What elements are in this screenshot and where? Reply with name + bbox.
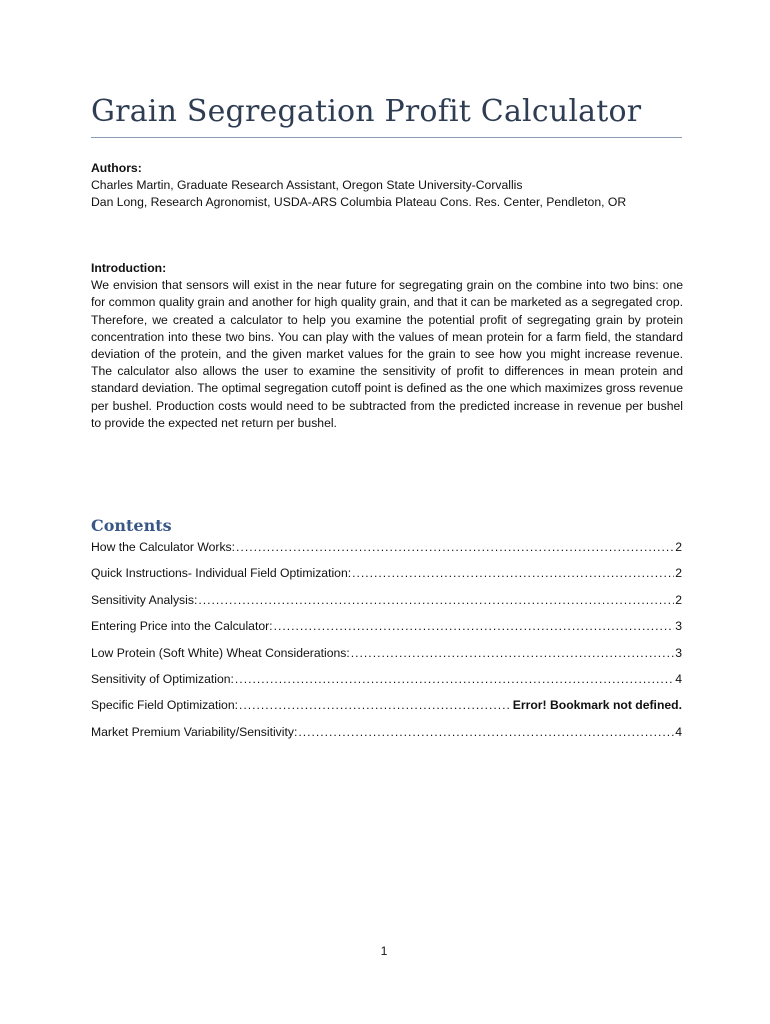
- toc-entry-page: 2: [675, 592, 682, 607]
- introduction-label: Introduction:: [91, 261, 167, 275]
- page-number: 1: [380, 944, 388, 958]
- toc-leader-dots: [351, 646, 674, 660]
- toc-entry-entering-price[interactable]: [91, 619, 682, 636]
- toc-entry-title: Low Protein (Soft White) Wheat Considerations:: [91, 645, 350, 660]
- toc-entry-page-error: Error! Bookmark not defined.: [512, 698, 682, 713]
- introduction-section: [91, 260, 683, 432]
- toc-entry-page: 2: [675, 540, 682, 554]
- table-of-contents: [91, 540, 682, 751]
- toc-leader-dots: [352, 566, 674, 580]
- toc-entry-page: 3: [675, 619, 682, 634]
- toc-leader-dots: [236, 540, 674, 554]
- authors-section: [91, 160, 683, 212]
- toc-entry-page: 4: [675, 724, 682, 739]
- toc-leader-dots: [235, 672, 674, 686]
- toc-leader-dots: [239, 698, 512, 712]
- document-title: Grain Segregation Profit Calculator: [91, 94, 642, 129]
- toc-leader-dots: [298, 725, 674, 739]
- toc-entry-quick-instructions[interactable]: [91, 566, 682, 583]
- toc-entry-sensitivity-analysis[interactable]: [91, 593, 682, 610]
- toc-leader-dots: [274, 619, 675, 633]
- toc-entry-specific-field-optimization[interactable]: [91, 698, 682, 715]
- toc-entry-low-protein-wheat[interactable]: [91, 646, 682, 663]
- toc-entry-market-premium-variability[interactable]: [91, 725, 682, 742]
- toc-entry-sensitivity-of-optimization[interactable]: [91, 672, 682, 689]
- toc-entry-how-calculator-works[interactable]: [91, 540, 682, 557]
- toc-entry-title: Sensitivity Analysis:: [91, 592, 198, 607]
- contents-heading: Contents: [91, 516, 172, 535]
- toc-entry-page: 2: [675, 566, 682, 581]
- toc-entry-title: How the Calculator Works:: [91, 540, 236, 554]
- author-line: Charles Martin, Graduate Research Assistant, Oregon State University-Corvallis: [91, 178, 523, 193]
- title-rule: [91, 137, 682, 138]
- toc-entry-title: Quick Instructions- Individual Field Optimization:: [91, 566, 352, 581]
- toc-entry-title: Sensitivity of Optimization:: [91, 671, 234, 686]
- author-line: Dan Long, Research Agronomist, USDA-ARS Columbia Plateau Cons. Res. Center, Pendleton, OR: [91, 195, 627, 210]
- introduction-paragraph: We envision that sensors will exist in the near future for segregating grain on the combine into two bins: one for common quality grain and another for high quality grain, and that it can be marketed as a segregated crop. Therefore, we created a calculator to help you examine the potential profit of segregating grain by protein concentration into these two bins. You can play with the values of mean protein for a farm field, the standard deviation of the protein, and the given market values for the grain to see how you might increase revenue. The calculator also allows the user to examine the sensitivity of profit to differences in mean protein and standard deviation. The optimal segregation cutoff point is defined as the one which maximizes gross revenue per bushel. Production costs would need to be subtracted from the predicted increase in revenue per bushel to provide the expected net return per bushel.: [91, 278, 683, 430]
- toc-entry-page: 3: [675, 645, 682, 660]
- toc-entry-page: 4: [675, 671, 682, 686]
- toc-entry-title: Market Premium Variability/Sensitivity:: [91, 724, 298, 739]
- toc-leader-dots: [198, 593, 674, 607]
- authors-label: Authors:: [91, 161, 142, 175]
- toc-entry-title: Specific Field Optimization:: [91, 698, 238, 713]
- toc-entry-title: Entering Price into the Calculator:: [91, 619, 273, 634]
